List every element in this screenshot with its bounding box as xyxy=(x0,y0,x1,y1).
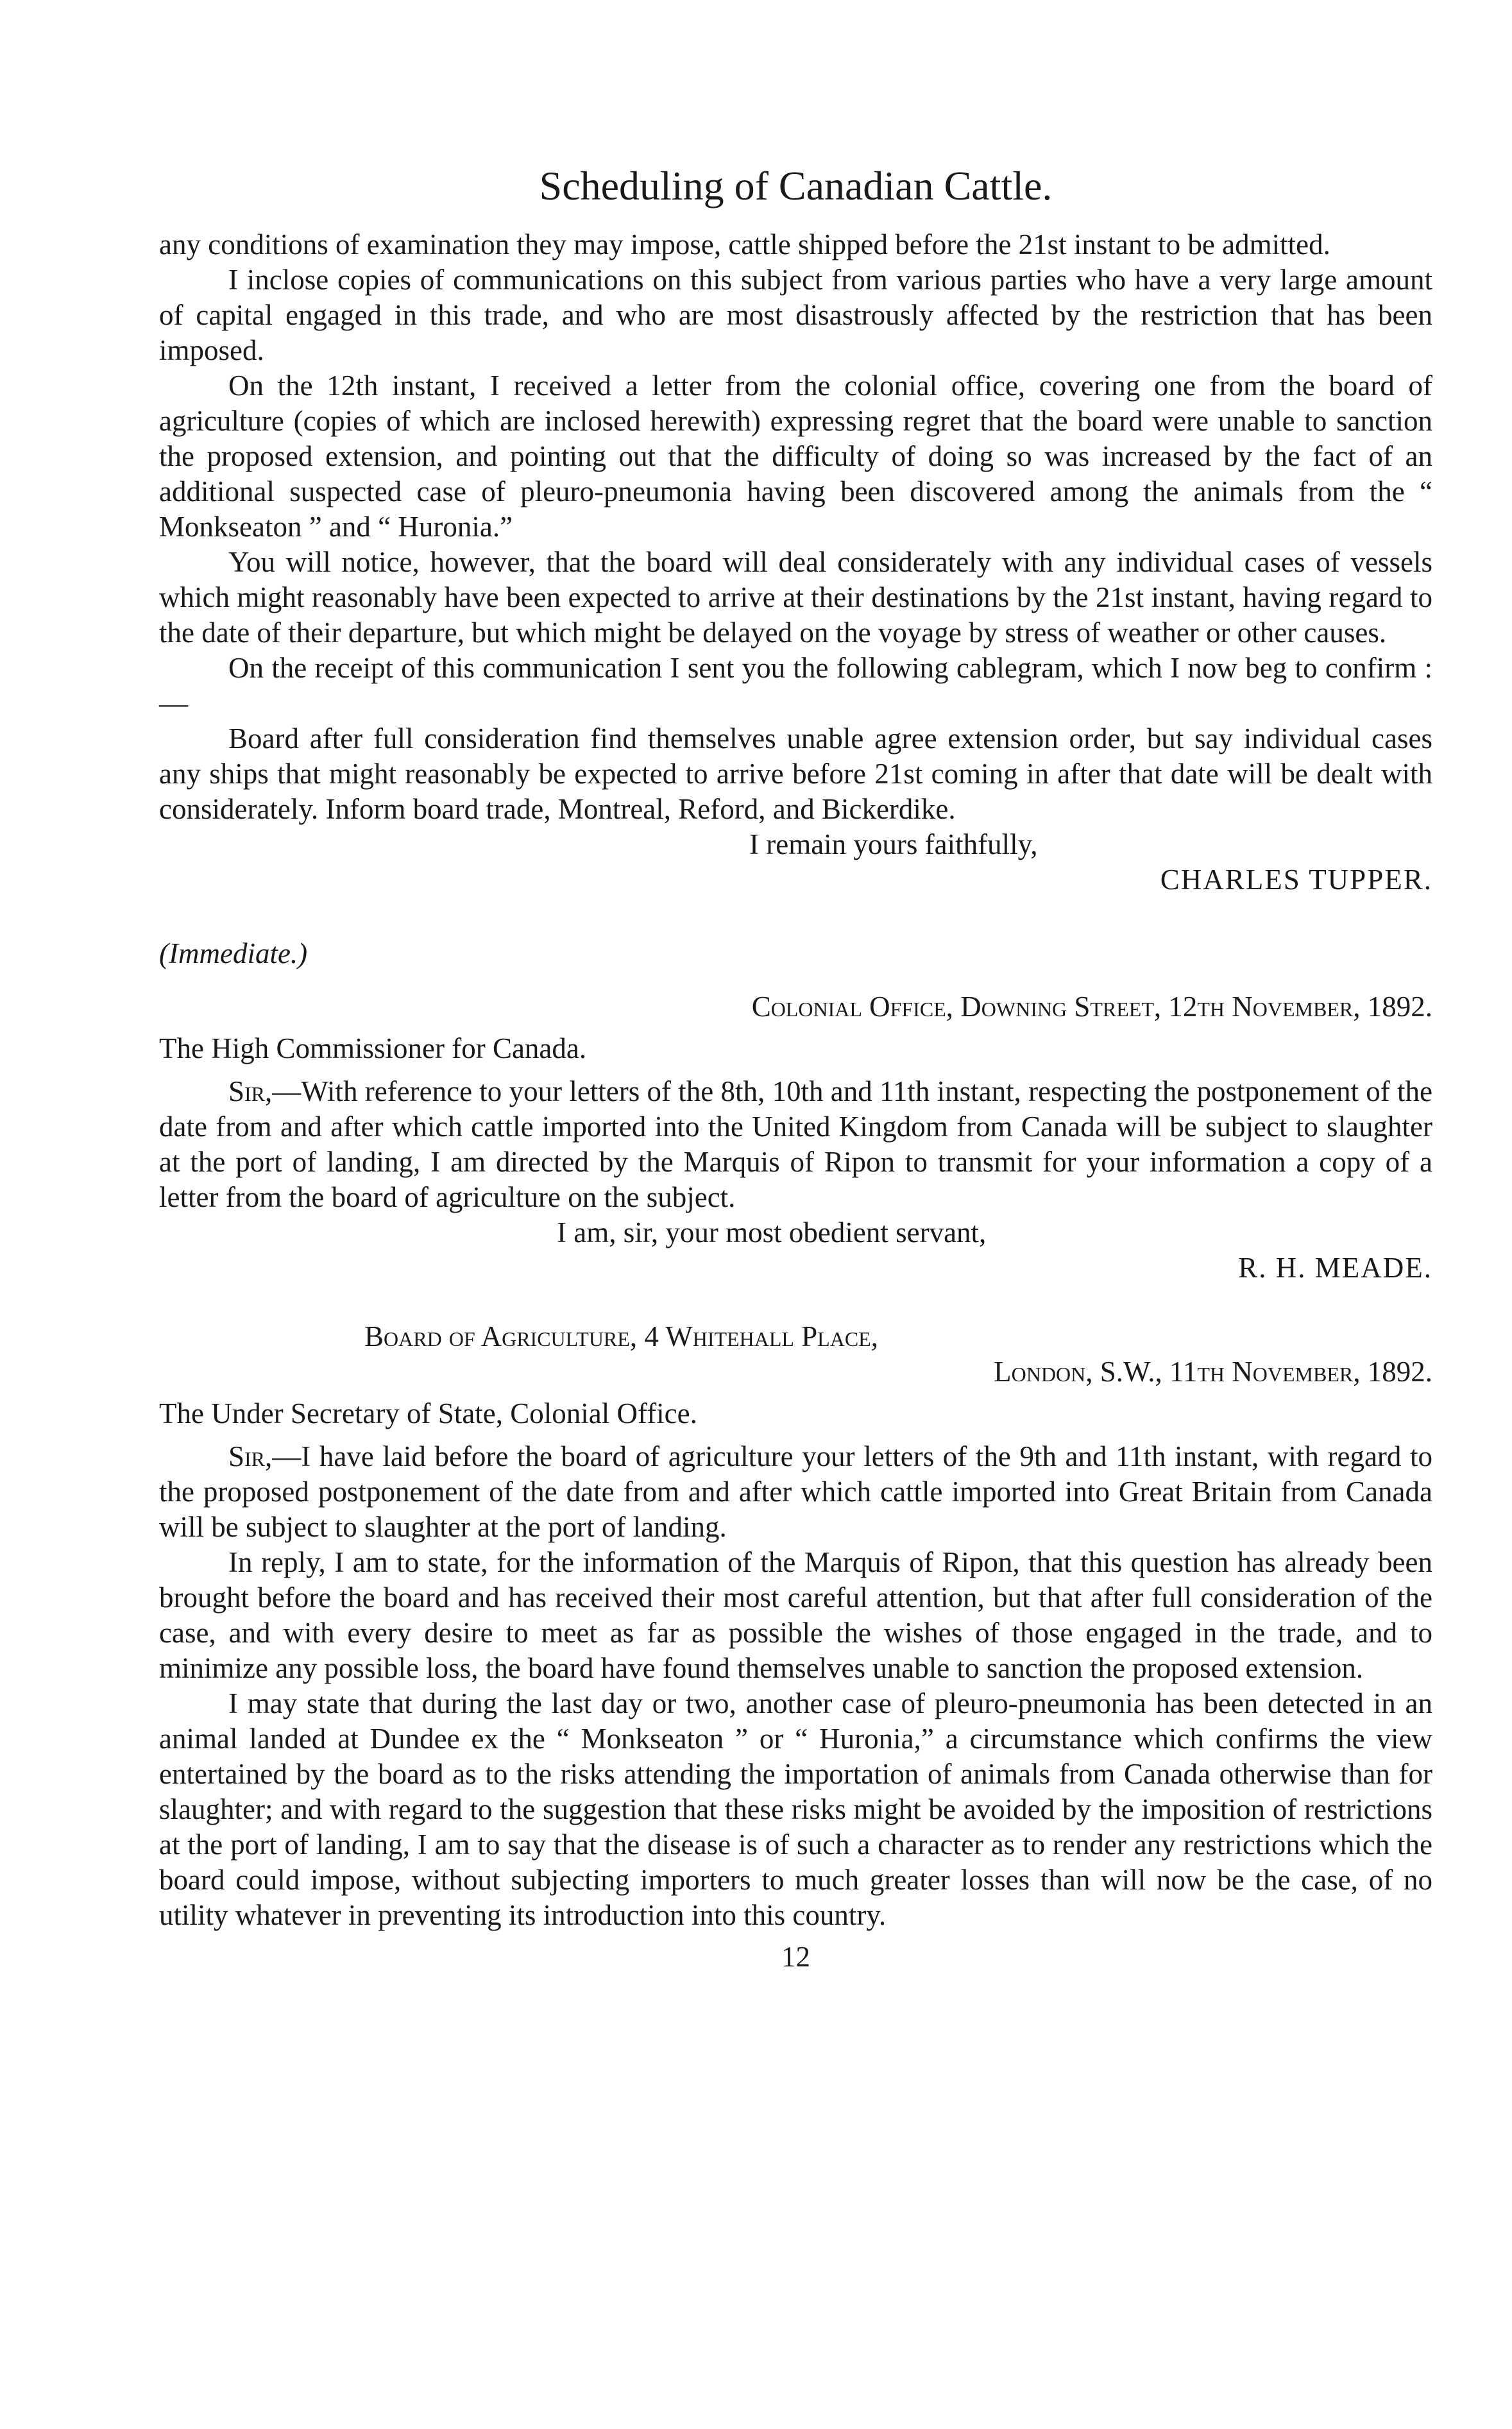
tupper-letter xyxy=(159,227,1432,827)
paragraph: I may state that during the last day or two, another case of pleuro-pneumonia has been detected in an animal landed at Dundee ex the “ Monkseaton ” or “ Huronia,” a circumstance which confirms the view entertained by the board as to the risks attending the importation of animals from Canada otherwise than for slaughter; and with regard to the suggestion that these risks might be avoided by the imposition of restrictions at the port of landing, I am to say that the disease is of such a character as to render any restrictions which the board could impose, without subjecting importers to much greater losses than will now be the case, of no utility whatever in preventing its introduction into this country. xyxy=(159,1687,1432,1931)
letter-body: —With reference to your letters of the 8th, 10th and 11th instant, respecting the postponement of the date from and after which cattle imported into the United Kingdom from Canada will be subject to slaughter at the port of landing, I am directed by the Marquis of Ripon to transmit for your information a copy of a letter from the board of agriculture on the subject. xyxy=(159,1075,1432,1213)
letter-header: Board of Agriculture, 4 Whitehall Place, xyxy=(364,1320,878,1352)
board-letter xyxy=(159,1439,1432,1933)
immediate-label: (Immediate.) xyxy=(159,937,308,969)
paragraph: any conditions of examination they may impose, cattle shipped before the 21st instant to be admitted. xyxy=(159,228,1330,260)
salutation: Sir, xyxy=(228,1440,273,1472)
page-number: 12 xyxy=(781,1941,810,1973)
paragraph: You will notice, however, that the board will deal considerately with any individual cases of vessels which might reasonably have been expected to arrive at their destinations by the 21st instant, having regard to the date of their departure, but which might be delayed on the voyage by stress of weather or other causes. xyxy=(159,546,1432,649)
paragraph: I inclose copies of communications on this subject from various parties who have a very large amount of capital engaged in this trade, and who are most disastrously affected by the restriction that has been imposed. xyxy=(159,264,1432,366)
signature: CHARLES TUPPER. xyxy=(1160,864,1432,896)
closing-line: I am, sir, your most obedient servant, xyxy=(557,1216,987,1249)
paragraph xyxy=(159,1074,1432,1215)
addressee: The Under Secretary of State, Colonial Office. xyxy=(159,1397,697,1429)
dateline: Colonial Office, Downing Street, 12th November, 1892. xyxy=(751,991,1432,1023)
cablegram-text: Board after full consideration find themselves unable agree extension order, but say individual cases any ships that might reasonably be expected to arrive before 21st coming in after that date will be dealt with considerately. Inform board trade, Montreal, Reford, and Bickerdike. xyxy=(159,722,1432,825)
paragraph: On the receipt of this communication I sent you the following cablegram, which I now beg to confirm :— xyxy=(159,652,1432,719)
letter-header-date: London, S.W., 11th November, 1892. xyxy=(994,1356,1432,1388)
colonial-office-letter xyxy=(159,1074,1432,1215)
signature: R. H. MEADE. xyxy=(1238,1252,1432,1284)
closing-line: I remain yours faithfully, xyxy=(749,828,1038,860)
document-page xyxy=(159,160,1432,1975)
addressee: The High Commissioner for Canada. xyxy=(159,1032,587,1064)
paragraph: On the 12th instant, I received a letter from the colonial office, covering one from the board of agriculture (copies of which are inclosed herewith) expressing regret that the board were unable to sanction the proposed extension, and pointing out that the difficulty of doing so was increased by the fact of an additional suspected case of pleuro-pneumonia having been discovered among the animals from the “ Monkseaton ” and “ Huronia.” xyxy=(159,370,1432,543)
salutation: Sir, xyxy=(228,1075,273,1107)
paragraph: In reply, I am to state, for the information of the Marquis of Ripon, that this question has already been brought before the board and has received their most careful attention, but that after full consideration of the case, and with every desire to meet as far as possible the wishes of those engaged in the trade, and to minimize any possible loss, the board have found themselves unable to sanction the proposed extension. xyxy=(159,1546,1432,1684)
running-head: Scheduling of Canadian Cattle. xyxy=(539,163,1053,209)
letter-body: —I have laid before the board of agriculture your letters of the 9th and 11th instant, with regard to the proposed postponement of the date from and after which cattle imported into Great Britain from Canada will be subject to slaughter at the port of landing. xyxy=(159,1440,1432,1543)
paragraph xyxy=(159,1439,1432,1545)
